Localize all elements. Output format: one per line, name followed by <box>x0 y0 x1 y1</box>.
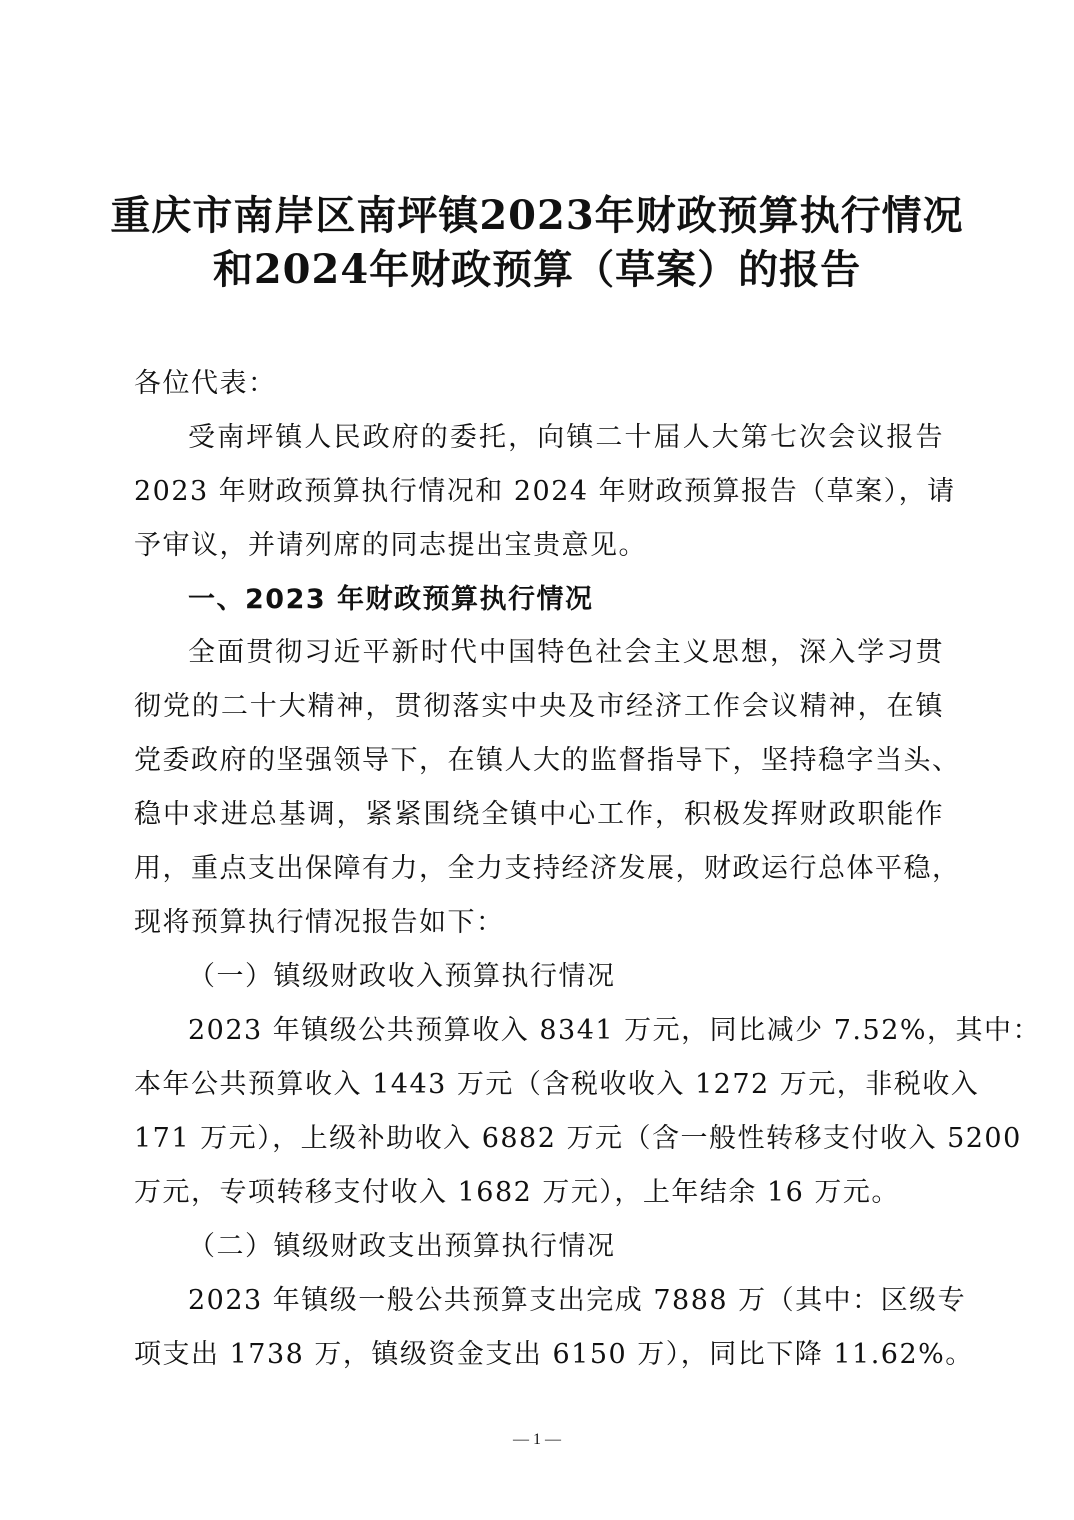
salutation: 各位代表： <box>134 368 277 399</box>
section-1-line-4: 稳中求进总基调，紧紧围绕全镇中心工作，积极发挥财政职能作 <box>134 799 944 830</box>
subsection-2-line-2: 项支出 1738 万，镇级资金支出 6150 万），同比下降 11.62%。 <box>134 1339 974 1370</box>
subsection-1-line-2: 本年公共预算收入 1443 万元（含税收收入 1272 万元，非税收入 <box>134 1069 980 1100</box>
subsection-2-line-1: 2023 年镇级一般公共预算支出完成 7888 万（其中：区级专 <box>188 1285 967 1316</box>
subsection-2-heading: （二）镇级财政支出预算执行情况 <box>188 1231 616 1262</box>
document-title-line-1: 重庆市南岸区南坪镇2023年财政预算执行情况 <box>110 192 964 239</box>
intro-line-1: 受南坪镇人民政府的委托，向镇二十届人大第七次会议报告 <box>188 422 944 453</box>
subsection-1-line-3: 171 万元），上级补助收入 6882 万元（含一般性转移支付收入 5200 <box>134 1123 1022 1154</box>
section-1-heading: 一、2023 年财政预算执行情况 <box>188 584 594 615</box>
subsection-1-heading: （一）镇级财政收入预算执行情况 <box>188 961 616 992</box>
page-number: — 1 — <box>513 1431 561 1448</box>
intro-line-3: 予审议，并请列席的同志提出宝贵意见。 <box>134 530 647 561</box>
section-1-line-2: 彻党的二十大精神，贯彻落实中央及市经济工作会议精神，在镇 <box>134 691 944 722</box>
document-title-line-2: 和2024年财政预算（草案）的报告 <box>212 246 862 293</box>
intro-line-2: 2023 年财政预算执行情况和 2024 年财政预算报告（草案），请 <box>134 476 956 507</box>
section-1-line-3: 党委政府的坚强领导下，在镇人大的监督指导下，坚持稳字当头、 <box>134 745 961 776</box>
subsection-1-line-4: 万元，专项转移支付收入 1682 万元），上年结余 16 万元。 <box>134 1177 900 1208</box>
section-1-line-1: 全面贯彻习近平新时代中国特色社会主义思想，深入学习贯 <box>188 637 944 668</box>
section-1-line-5: 用，重点支出保障有力，全力支持经济发展，财政运行总体平稳， <box>134 853 961 884</box>
section-1-line-6: 现将预算执行情况报告如下： <box>134 907 505 938</box>
subsection-1-line-1: 2023 年镇级公共预算收入 8341 万元，同比减少 7.52%，其中： <box>188 1015 1042 1046</box>
